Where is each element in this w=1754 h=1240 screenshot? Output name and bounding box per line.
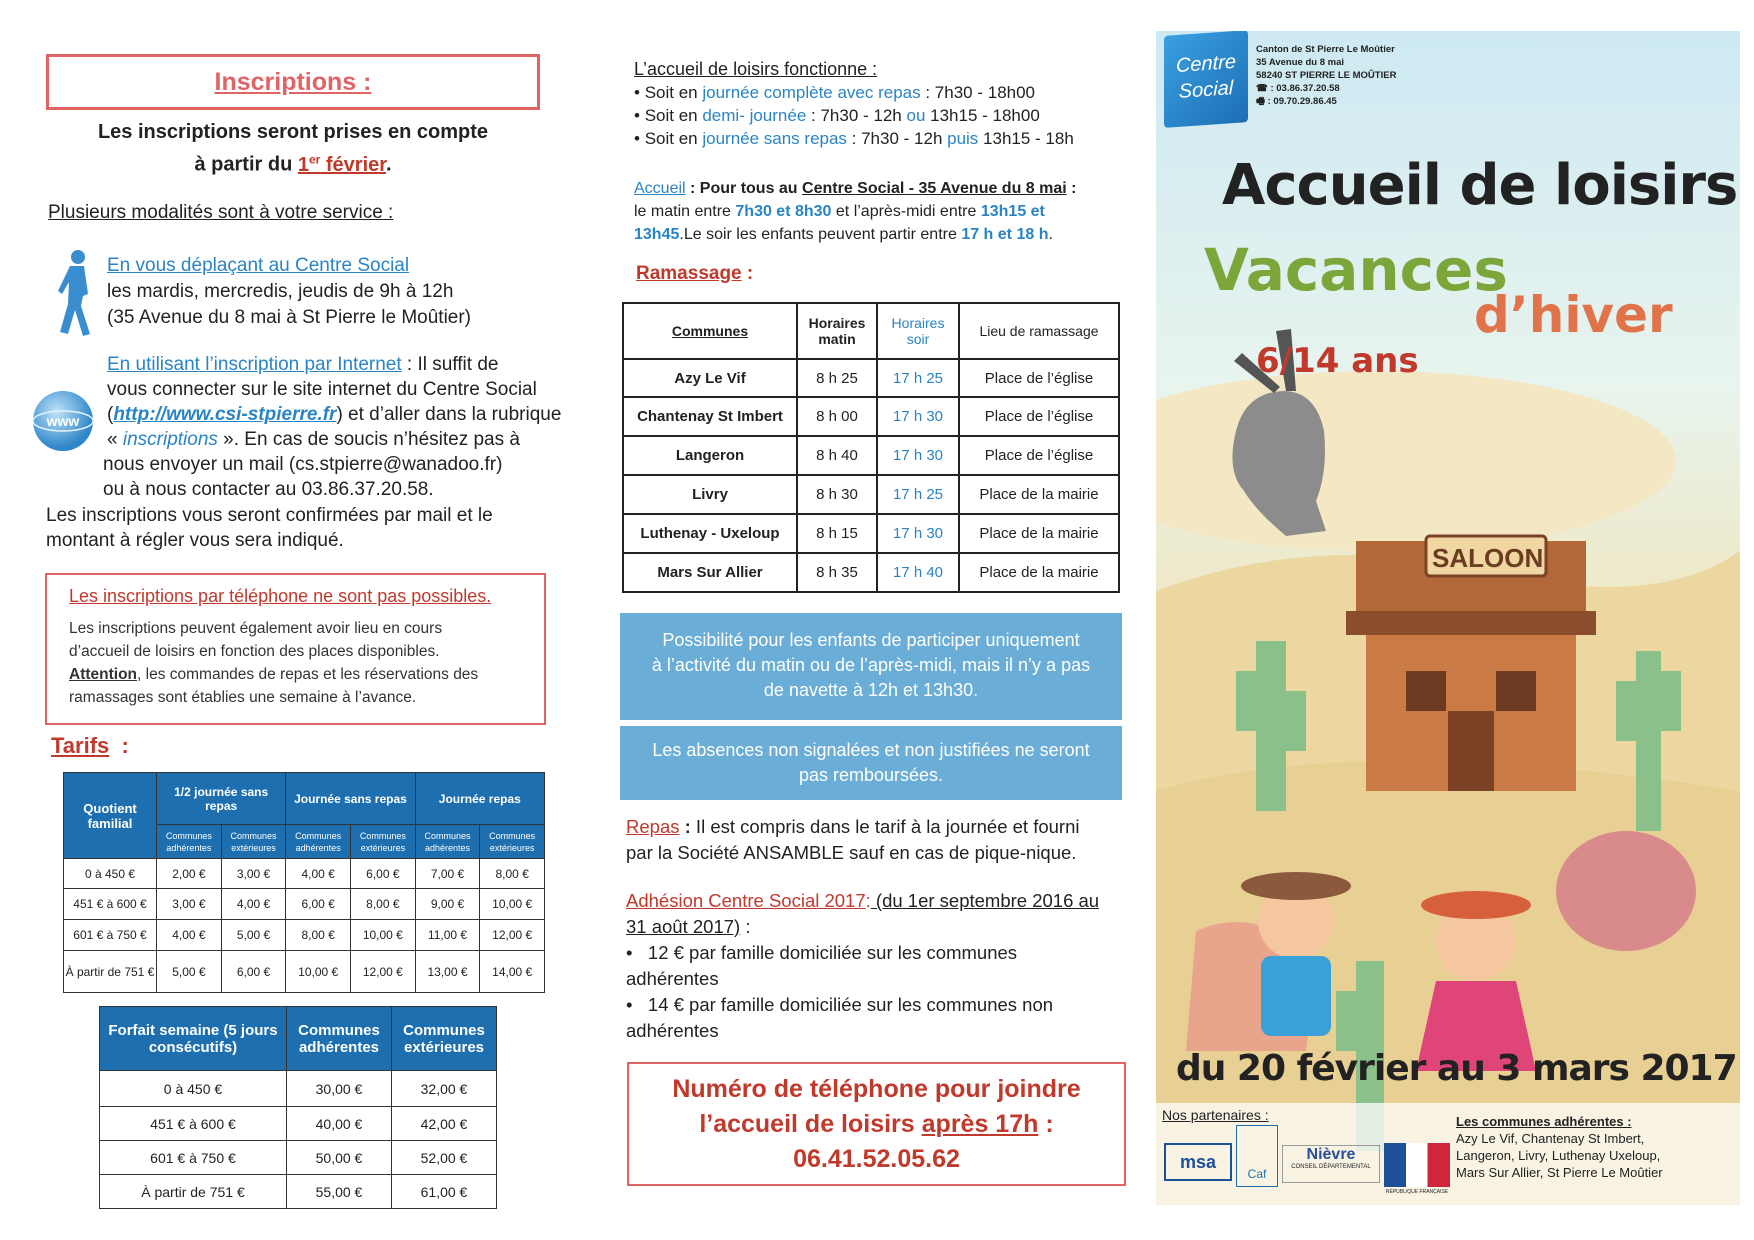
communes-line: Langeron, Livry, Luthenay Uxeloup, xyxy=(1456,1148,1661,1163)
contact-line: 35 Avenue du 8 mai xyxy=(1256,57,1344,68)
phone-line: l’accueil de loisirs xyxy=(699,1110,922,1138)
telephone-notice-box xyxy=(45,573,546,725)
cell-qf: À partir de 751 € xyxy=(100,1175,287,1209)
nievre-logo xyxy=(1282,1145,1380,1183)
cell-qf: À partir de 751 € xyxy=(64,951,157,993)
cell: 40,00 € xyxy=(287,1107,392,1141)
www-label: www xyxy=(46,413,80,429)
ramassage-heading xyxy=(636,263,753,285)
cell: 6,00 € xyxy=(286,889,351,920)
repas-text: par la Société ANSAMBLE sauf en cas de pique-nique. xyxy=(626,842,1077,863)
www-globe-icon xyxy=(30,388,96,454)
phone-number: 06.41.52.05.62 xyxy=(793,1145,960,1173)
table-row xyxy=(100,1175,497,1209)
caf-logo: Caf xyxy=(1236,1125,1278,1187)
col-adherentes: Communes adhérentes xyxy=(157,825,222,859)
intro-end: . xyxy=(385,153,392,176)
table-row xyxy=(623,436,1119,475)
info-line: à l’activité du matin ou de l’après-midi, mais il n’y a pas xyxy=(651,655,1091,675)
intro-date xyxy=(298,154,386,176)
fonct-text: : 7h30 - 12h xyxy=(846,129,948,148)
modalites-heading: Plusieurs modalités sont à votre service : xyxy=(48,202,394,223)
fonct-highlight: journée sans repas xyxy=(702,129,847,148)
phone-time: après 17h xyxy=(921,1110,1039,1138)
cell: 61,00 € xyxy=(391,1175,496,1209)
fonct-highlight: puis xyxy=(947,129,979,148)
modalite-text: ». En cas de soucis n’hésitez pas à xyxy=(217,429,520,450)
phone-box xyxy=(627,1062,1126,1186)
col-communes: Communes xyxy=(623,303,797,359)
col-adherentes: Communes adhérentes xyxy=(287,1007,392,1071)
cell: 14,00 € xyxy=(480,951,545,993)
intro-text: à partir du xyxy=(194,153,298,176)
poster-panel xyxy=(1156,31,1740,1205)
inscriptions-title: Inscriptions : xyxy=(214,68,372,96)
repas-section xyxy=(626,814,1080,866)
cell: 30,00 € xyxy=(287,1071,392,1107)
table-row xyxy=(623,553,1119,592)
modalite-internet-title: En utilisant l’inscription par Internet xyxy=(107,354,402,375)
partners-footer xyxy=(1156,1103,1740,1205)
poster-vacances: Vacances xyxy=(1204,236,1508,304)
col-exterieures: Communes extérieures xyxy=(351,825,416,859)
cell: 10,00 € xyxy=(480,889,545,920)
cell: 6,00 € xyxy=(221,951,286,993)
cell: 8 h 15 xyxy=(797,514,877,553)
cell-qf: 0 à 450 € xyxy=(100,1071,287,1107)
intro-date-month: février xyxy=(320,153,386,176)
accueil-hours: 13h15 et xyxy=(980,203,1045,220)
cell: 8,00 € xyxy=(351,889,416,920)
ramassage-colon: : xyxy=(741,263,754,284)
cell: 12,00 € xyxy=(480,920,545,951)
table-row xyxy=(623,359,1119,397)
modalite-text: ) et d’aller dans la rubrique xyxy=(336,404,562,425)
cell: 17 h 25 xyxy=(877,359,959,397)
centre-social-logo xyxy=(1164,31,1248,128)
adhesion-colon: : xyxy=(865,890,871,911)
col-demi-journee: 1/2 journée sans repas xyxy=(157,773,286,825)
col-adherentes: Communes adhérentes xyxy=(286,825,351,859)
intro-date-sup: er xyxy=(308,152,321,166)
contact-line: Canton de St Pierre Le Moûtier xyxy=(1256,44,1395,55)
accueil-hours: 7h30 et 8h30 xyxy=(735,203,832,220)
cell: 17 h 30 xyxy=(877,436,959,475)
table-row xyxy=(623,397,1119,436)
fonct-highlight: demi- journée xyxy=(702,106,807,125)
cell: 6,00 € xyxy=(351,859,416,889)
cell: 17 h 30 xyxy=(877,397,959,436)
table-row xyxy=(64,859,545,889)
fonctionnement-title: L’accueil de loisirs fonctionne : xyxy=(634,59,878,79)
fonct-highlight: ou xyxy=(906,106,926,125)
cell: 9,00 € xyxy=(415,889,480,920)
table-row xyxy=(623,475,1119,514)
accueil-hours: 17 h et 18 h xyxy=(961,226,1049,243)
tarifs-title: Tarifs xyxy=(51,733,110,758)
nievre-label: Nièvre xyxy=(1306,1146,1356,1163)
cell: 17 h 25 xyxy=(877,475,959,514)
notice-line: d’accueil de loisirs en fonction des places disponibles. xyxy=(69,643,440,660)
cell: Place de l’église xyxy=(959,397,1119,436)
modalite-sur-place-title: En vous déplaçant au Centre Social xyxy=(107,255,410,276)
adhesion-label: Adhésion Centre Social 2017 xyxy=(626,890,866,911)
cell: 12,00 € xyxy=(351,951,416,993)
inscriptions-title-box xyxy=(46,54,540,110)
cell: 3,00 € xyxy=(157,889,222,920)
col-horaires-matin: Horaires matin xyxy=(797,303,877,359)
col-horaires-soir: Horaires soir xyxy=(877,303,959,359)
cell-qf: 451 € à 600 € xyxy=(64,889,157,920)
info-line: de navette à 12h et 13h30. xyxy=(763,680,979,700)
accueil-hours: 13h45 xyxy=(634,226,680,243)
repas-colon: : xyxy=(679,816,691,837)
marianne-logo xyxy=(1384,1143,1450,1195)
accueil-section xyxy=(634,177,1094,246)
contact-line: 58240 ST PIERRE LE MOÛTIER xyxy=(1256,70,1397,81)
inscriptions-intro xyxy=(46,119,540,179)
cell: 7,00 € xyxy=(415,859,480,889)
info-line: pas remboursées. xyxy=(798,765,944,785)
cell: 42,00 € xyxy=(391,1107,496,1141)
cell: 8 h 35 xyxy=(797,553,877,592)
accueil-text: : Pour tous au xyxy=(685,180,803,197)
cell: Place de la mairie xyxy=(959,553,1119,592)
cell: Place de l’église xyxy=(959,436,1119,475)
col-journee-sans-repas: Journée sans repas xyxy=(286,773,415,825)
cell-qf: 0 à 450 € xyxy=(64,859,157,889)
accueil-text: : xyxy=(1066,180,1077,197)
cell: 3,00 € xyxy=(221,859,286,889)
fonct-text: Soit en xyxy=(644,83,703,102)
col-lieu: Lieu de ramassage xyxy=(959,303,1119,359)
telephone-notice-title: Les inscriptions par téléphone ne sont pas possibles. xyxy=(69,586,492,606)
cell: 8 h 00 xyxy=(797,397,877,436)
cell: 8,00 € xyxy=(480,859,545,889)
table-row xyxy=(64,889,545,920)
tarifs-colon: : xyxy=(121,733,129,758)
info-line: Possibilité pour les enfants de participer uniquement xyxy=(662,630,1080,650)
table-row xyxy=(623,514,1119,553)
cell: 10,00 € xyxy=(286,951,351,993)
modalite-sur-place xyxy=(107,253,471,331)
website-link[interactable]: http://www.csi-stpierre.fr xyxy=(113,404,337,425)
cell-commune: Azy Le Vif xyxy=(623,359,797,397)
cell: Place de la mairie xyxy=(959,514,1119,553)
logo-line: Centre xyxy=(1175,50,1237,78)
communes-line: Mars Sur Allier, St Pierre Le Moûtier xyxy=(1456,1165,1663,1180)
modalite-text: (35 Avenue du 8 mai à St Pierre le Moûtier) xyxy=(107,307,472,328)
notice-line: , les commandes de repas et les réservations des xyxy=(137,666,479,683)
col-exterieures: Communes extérieures xyxy=(221,825,286,859)
table-row xyxy=(100,1141,497,1175)
msa-logo: msa xyxy=(1164,1143,1232,1181)
cell: 13,00 € xyxy=(415,951,480,993)
cell-commune: Livry xyxy=(623,475,797,514)
adhesion-section: Adhésion Centre Social 2017: (du 1er septembre 2016 au 31 août 2017) : • 12 € par famille domiciliée sur les communes adhérentes • 14 € par famille domiciliée sur les communes non adhérentes xyxy=(626,888,1126,1044)
poster-hiver: d’hiver xyxy=(1474,286,1673,344)
cell-commune: Chantenay St Imbert xyxy=(623,397,797,436)
adhesion-bullet: 12 € par famille domiciliée sur les communes xyxy=(647,942,1018,963)
adhesion-text: : xyxy=(740,916,751,937)
cell: 4,00 € xyxy=(286,859,351,889)
col-forfait: Forfait semaine (5 jours consécutifs) xyxy=(100,1007,287,1071)
poster-age: 6/14 ans xyxy=(1256,341,1419,381)
modalite-text: vous connecter sur le site internet du Centre Social xyxy=(107,379,537,400)
cell: 2,00 € xyxy=(157,859,222,889)
cell-qf: 601 € à 750 € xyxy=(100,1141,287,1175)
col-quotient: Quotient familial xyxy=(64,773,157,859)
modalite-text: « xyxy=(107,429,123,450)
fonctionnement-section: L’accueil de loisirs fonctionne : • Soit en journée complète avec repas : 7h30 - 18h00 • Soit en demi- journée : 7h30 - 12h ou 13h15 - 18h00 • Soit en journée sans repas : 7h30 - 12h puis 13h15 - 18h xyxy=(634,59,1074,148)
cell: 55,00 € xyxy=(287,1175,392,1209)
logo-line: Social xyxy=(1178,77,1234,103)
modalite-contact xyxy=(103,452,502,502)
phone-line: Numéro de téléphone pour joindre xyxy=(672,1075,1081,1103)
partners-label: Nos partenaires : xyxy=(1162,1107,1269,1123)
fonct-text: 13h15 - 18h00 xyxy=(925,106,1040,125)
adhesion-bullet: adhérentes xyxy=(626,968,719,989)
modalite-text: ( xyxy=(107,404,114,425)
modalite-internet xyxy=(107,352,561,452)
fonct-text: Soit en xyxy=(644,106,703,125)
info-box-activite xyxy=(620,613,1122,720)
cell: 5,00 € xyxy=(157,951,222,993)
contact-phone: ☎ : 03.86.37.20.58 xyxy=(1256,83,1340,94)
cell-qf: 451 € à 600 € xyxy=(100,1107,287,1141)
cell-commune: Luthenay - Uxeloup xyxy=(623,514,797,553)
notice-attention: Attention xyxy=(69,666,138,683)
confirmation-line: Les inscriptions vous seront confirmées par mail et le xyxy=(46,505,493,526)
rubrique-inscriptions: inscriptions xyxy=(122,429,218,450)
rf-label: RÉPUBLIQUE FRANÇAISE xyxy=(1385,1189,1449,1195)
cell: 8 h 25 xyxy=(797,359,877,397)
communes-title: Les communes adhérentes : xyxy=(1456,1114,1632,1129)
walking-person-icon xyxy=(50,248,104,338)
notice-line: ramassages sont établies une semaine à l’avance. xyxy=(69,689,417,706)
tarifs-heading xyxy=(51,733,129,759)
table-row xyxy=(100,1071,497,1107)
fonct-text: 13h15 - 18h xyxy=(978,129,1074,148)
accueil-place: Centre Social - 35 Avenue du 8 mai xyxy=(802,180,1067,197)
confirmation-text xyxy=(46,503,493,553)
saloon-sign: SALOON xyxy=(1432,543,1544,573)
forfait-table xyxy=(99,1006,497,1209)
cell: 8,00 € xyxy=(286,920,351,951)
cell-qf: 601 € à 750 € xyxy=(64,920,157,951)
cell: 50,00 € xyxy=(287,1141,392,1175)
cell: 5,00 € xyxy=(221,920,286,951)
fonct-text: : 7h30 - 18h00 xyxy=(920,83,1036,102)
communes-line: Azy Le Vif, Chantenay St Imbert, xyxy=(1456,1131,1645,1146)
modalite-text: ou à nous contacter au 03.86.37.20.58. xyxy=(103,479,434,500)
tarifs-table xyxy=(63,772,545,993)
repas-text: Il est compris dans le tarif à la journée et fourni xyxy=(690,816,1080,837)
ramassage-title: Ramassage xyxy=(636,263,742,284)
modalite-text: : Il suffit de xyxy=(401,354,499,375)
accueil-label: Accueil xyxy=(634,180,686,197)
cell: 11,00 € xyxy=(415,920,480,951)
notice-line: Les inscriptions peuvent également avoir lieu en cours xyxy=(69,620,443,637)
cell-commune: Langeron xyxy=(623,436,797,475)
intro-line-date xyxy=(46,146,540,179)
table-row xyxy=(100,1107,497,1141)
fonct-text: : 7h30 - 12h xyxy=(806,106,907,125)
poster-title: Accueil de loisirs xyxy=(1222,153,1738,218)
adhesion-bullet: 14 € par famille domiciliée sur les communes non xyxy=(647,994,1054,1015)
cell: 4,00 € xyxy=(221,889,286,920)
adhesion-bullet: adhérentes xyxy=(626,1020,719,1041)
repas-label: Repas xyxy=(626,816,680,837)
phone-line: : xyxy=(1038,1110,1054,1138)
intro-line: Les inscriptions seront prises en compte xyxy=(97,121,489,143)
poster-dates: du 20 février au 3 mars 2017 xyxy=(1176,1048,1737,1089)
intro-date-num: 1 xyxy=(297,153,309,176)
nievre-sub: CONSEIL DÉPARTEMENTAL xyxy=(1291,1164,1371,1170)
table-row xyxy=(64,920,545,951)
cell: 17 h 30 xyxy=(877,514,959,553)
fonct-highlight: journée complète avec repas xyxy=(702,83,921,102)
accueil-text: le matin entre xyxy=(634,203,736,220)
col-exterieures: Communes extérieures xyxy=(480,825,545,859)
adhesion-period: 31 août 2017) xyxy=(626,916,741,937)
contact-fax: 🖷 : 09.70.29.86.45 xyxy=(1256,96,1337,107)
cell: 10,00 € xyxy=(351,920,416,951)
cell: 17 h 40 xyxy=(877,553,959,592)
communes-adherentes xyxy=(1456,1113,1663,1181)
col-journee-repas: Journée repas xyxy=(415,773,544,825)
cell: 8 h 40 xyxy=(797,436,877,475)
info-box-absences xyxy=(620,726,1122,800)
col-adherentes: Communes adhérentes xyxy=(415,825,480,859)
accueil-text: . xyxy=(1048,226,1053,243)
cell: 4,00 € xyxy=(157,920,222,951)
cell-commune: Mars Sur Allier xyxy=(623,553,797,592)
cell: Place de la mairie xyxy=(959,475,1119,514)
accueil-text: et l’après-midi entre xyxy=(831,203,981,220)
accueil-text: .Le soir les enfants peuvent partir entre xyxy=(679,226,962,243)
table-row xyxy=(64,951,545,993)
fonct-text: Soit en xyxy=(644,129,703,148)
modalite-text: nous envoyer un mail (cs.stpierre@wanadoo.fr) xyxy=(103,454,503,475)
cell: 8 h 30 xyxy=(797,475,877,514)
confirmation-line: montant à régler vous sera indiqué. xyxy=(46,530,344,551)
adhesion-period: (du 1er septembre 2016 au xyxy=(870,890,1100,911)
cell: Place de l’église xyxy=(959,359,1119,397)
cell: 52,00 € xyxy=(391,1141,496,1175)
cell: 32,00 € xyxy=(391,1071,496,1107)
info-line: Les absences non signalées et non justifiées ne seront xyxy=(652,740,1090,760)
contact-info xyxy=(1256,43,1396,108)
ramassage-table xyxy=(622,302,1120,593)
col-exterieures: Communes extérieures xyxy=(391,1007,496,1071)
modalite-text: les mardis, mercredis, jeudis de 9h à 12h xyxy=(107,281,454,302)
